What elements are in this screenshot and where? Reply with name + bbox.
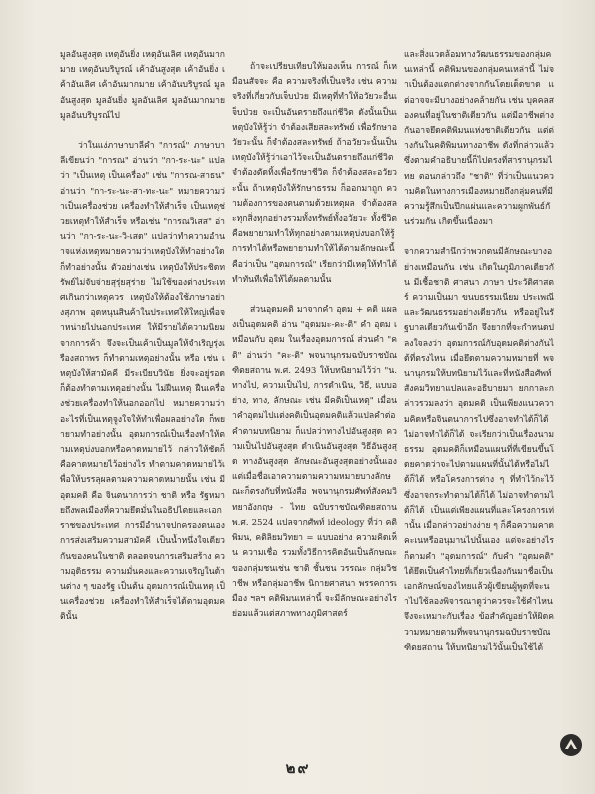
paragraph: และสิ่งแวดล้อมทางวัฒนธรรมของกลุ่มคนเหล่านี้ คติพิมนของกลุ่มคนเหล่านี้ ไม่จำเป็นต้องแตกต่างจากกันโดยเด็ดขาด แต่อาจจะมีบางอย่างคล้ายกัน เช่น บุคคลสองคนที่อยู่ในชาติเดียวกัน แต่มีอาชีพต่างกันอาจยึดคติพิมนแห่งชาติเดียวกัน แต่ต่างกันในคติพิมนทางอาชีพ ดังที่กล่าวแล้ว ซึ่งตามคำอธิบายนี้ก็ไปตรงที่สารานุกรมไทย ตอนกล่าวถึง "ชาติ" ที่ว่าเป็นแนวความคิดในทางการเมืองหมายถึงกลุ่มคนที่มีความรู้สึกเป็นปึกแผ่นและความผูกพันธ์กันร่วมกัน เกิดขึ้นเนื่องมา [404, 50, 554, 228]
paragraph: ว่าในแง่ภาษาบาลีคำ "การณ์" ภาษาบาลีเขียนว่า "การณ" อ่านว่า "กา-ระ-นะ" แปลว่า "เป็นเหตุ เป็นเครื่อง" เช่น "การณ-สาธน" อ่านว่า "กา-ระ-นะ-สา-ทะ-นะ" หมายความว่าเป็นเครื่องช่วย เครื่องทำให้สำเร็จ เป็นเหตุช่วยเหตุทำให้สำเร็จ หรือเช่น "การณวิเสส" อ่านว่า "กา-ระ-นะ-วิ-เสด" แปลว่าทำความอำนาจแห่งเหตุหมายความว่าเหตุบังให้ทำอย่างใด ก็ทำอย่างนั้น ตัวอย่างเช่น เหตุบังให้ประชิดทรัพย์ไม่จับจ่ายสุรุ่ยสุร่าย ไม่ใช้ของต่างประเทศเกินกว่าเหตุควร เหตุบังให้ต้องใช้ภาษาอย่างสุภาพ อุดหนุนสินค้าในประเทศให้ใหญ่เพื่อจำหน่ายไปนอกประเทศ ให้มีรายได้ความนิยมจากการค้า จึงจะเป็นเค้าเป็นมูลให้จำเริญรุ่งเรืองสถาพร ก็ทำตามเหตุอย่างนั้น หรือ เช่น เหตุบังให้สามัคคี มีระเบียบวินัย ยิ่งจะอยู่รอด ก็ต้องทำตามเหตุอย่างนั้น ไม่ฝืนเหตุ ฝืนเครื่องช่วยเครื่องทำให้นอกออกไป หมายความว่า อะไรที่เป็นเหตุจูงใจให้ทำเพื่อผลอย่างใด ก็พยายามทำอย่างนั้น อุดมการณ์เป็นเรื่องทำให้ตามเหตุบ่งบอกหรือคาดหมายไว้ กล่าวให้ชัดก็คือคาดหมายไว้อย่างไร ทำตามคาดหมายไว้เพื่อให้บรรลุผลตามความคาดหมายนั้น เช่น มีอุดมคติ คือ จินตนาการว่า ชาติ หรือ รัฐหมายถึงพลเมืองที่ความยึดมั่นในอธิปไตยและเอกราชของประเทศ การมีอำนาจปกครองตนเอง การส่งเสริมความสามัคคี เป็นน้ำหนึ่งใจเดียวกันของคนในชาติ ตลอดจนการเสริมสร้าง ความอุดิธรรม ความมั่นคงและความเจริญในด้านต่าง ๆ ของรัฐ เป็นต้น อุดมการณ์เป็นเหตุ เป็นเครื่องช่วย เครื่องทำให้สำเร็จได้ตามอุดมคตินั้น [60, 141, 225, 623]
paragraph: ส่วนอุดมคติ มาจากคำ อุดม + คติ แผลงเป็นอุดมคติ อ่าน "อุดมมะ-คะ-ติ" คำ อุดม เหมือนกับ อุดม ในเรื่องอุดมการณ์ ส่วนคำ "คติ" อ่านว่า "คะ-ติ" พจนานุกรมฉบับราชบัณฑิตยสถาน พ.ศ. 2493 ให้บทนิยามไว้ว่า "น. ทางไป, ความเป็นไป, การดำเนิน, วิธี, แบบอย่าง, ทาง, ลักษณะ เช่น มีคติเป็นเหตุ" เมื่อนำคำอุดมไปแต่งคติเป็นอุดมคติแล้วแปลคำต่อคำตามบทนิยาม ก็แปลว่าทางไปอันสูงสุด ความเป็นไปอันสูงสุด ดำเนินอันสูงสุด วิธีอันสูงสุด ทางอันสูงสุด ลักษณะอันสูงสุดอย่างนั้นเอง แต่เมื่อชื่อเอาความตามความหมายบางลักษณะก็ตรงกับที่หนังสือ พจนานุกรมศัพท์สังคมวิทยาอังกฤษ - ไทย ฉบับราชบัณฑิตยสถาน พ.ศ. 2524 แปลจากศัพท์ ideology ที่ว่า คติพิมน, คติลิยมวิทยา = แบบอย่าง ความคิดเห็น ความเชื่อ รวมทั้งวิธีการคิดอันเป็นลักษณะของกลุ่มชนเช่น ชาติ ชั้นชน วรรณะ กลุ่มวิชาชีพ หรือกลุ่มอาชีพ นิกายศาสนา พรรคการเมือง ฯลฯ คติพิมนเหล่านี้ จะมีลักษณะอย่างไร ย่อมแล้วแต่สภาพทางภูมิศาสตร์ [232, 305, 397, 620]
text-column-middle [232, 60, 397, 748]
paragraph: จากความสำนึกว่าพวกตนมีลักษณะบางอย่างเหมือนกัน เช่น เกิดในภูมิภาคเดียวกัน มีเชื้อชาติ ศาสนา ภาษา ประวัติศาสตร์ ความเป็นมา ขนบธรรมเนียม ประเพณี และวัฒนธรรมอย่างเดียวกัน หรืออยู่ในรัฐบาลเดียวกันเข้าอีก จึงยากที่จะกำหนดปลงใจลงว่า อุดมการณ์กับอุดมคติต่างกันได้ที่ตรงไหน เมื่อยึดตามความหมายที่ พจนานุกรมให้บทนิยามไว้และที่หนังสือศัพท์สังคมวิทยาแปลและอธิบายมา ยกกาละกล่าวรวมลงว่า อุดมคติ เป็นเพียงแนวความคิดหรือจินตนาการไปซึ่งอาจทำได้ก็ได้ ไม่อาจทำได้ก็ได้ จะเรียกว่าเป็นเรื่องนามธรรม อุดมคติก็เหมือนแผนที่ที่เขียนขึ้นโดยคาดว่าจะไปตามแผนที่นั้นได้หรือไม่ได้ก็ได้ หรือโครงการต่าง ๆ ที่ทำไว้กะไว้ ซึ่งอาจกระทำตามได้ก็ได้ ไม่อาจทำตามได้ก็ได้ เป็นแต่เพียงแผนที่และโครงการเท่านั้น เมื่อกล่าวอย่างง่าย ๆ ก็คือความคาดคะเนหรืออนุมานไปนั้นเอง แต่จะอย่างไรก็ตามคำ "อุดมการณ์" กับคำ "อุดมคติ" ได้ยึดเป็นคำไทยที่เกี่ยวเนื่องกันมาชื่อเป็นเอกลักษณ์ของไทยแล้วผู้เขียนผู้พูดที่จะนำไปใช้ลองพิจารณาดูว่าควรจะใช้คำไหนจึงจะเหมาะกับเรื่อง ข้อสำคัญอย่าให้ผิดความหมายตามที่พจนานุกรมฉบับราชบัณฑิตยสถาน ให้บทนิยามไว้นั้นเป็นใช้ได้ [404, 247, 554, 653]
text-column-right [404, 48, 554, 748]
paragraph: มูลอันสูงสุด เหตุอันยิ่ง เหตุอันเลิศ เหตุอันมากมาย เหตุอันบริบูรณ์ เค้าอันสูงสุด เค้าอันยิ่ง เค้าอันเลิศ เค้าอันมากมาย เค้าอันบริบูรณ์ มูลอันสูงสุด มูลอันยิ่ง มูลอันเลิศ มูลอันมากมาย มูลอันบริบูรณ์ไป [60, 50, 225, 121]
publisher-logo-icon [560, 734, 582, 756]
text-column-left [60, 48, 225, 748]
page-number: ๒๙ [285, 759, 311, 777]
paragraph: ถ้าจะเปรียบเทียบให้มองเห็น การณ์ ก็เหมือนสัจจะ คือ ความจริงที่เป็นจริง เช่น ความจริงที่เกี่ยวกับเจ็บป่วย มีเหตุที่ทำให้อวัยวะอื่นเจ็บป่วย จะเป็นอันตรายถึงแก่ชีวิต ดังนั้นเป็นเหตุบังให้รู้ว่า จำต้องเสียสละทรัพย์ เพื่อรักษาอวัยวะนั้น ก็จำต้องสละทรัพย์ ถ้าอวัยวะนั้นเป็นเหตุบังให้รู้ว่าเอาไว้จะเป็นอันตรายถึงแก่ชีวิต จำต้องตัดทิ้งเพื่อรักษาชีวิต ก็จำต้องสละอวัยวะนั้น ถ้าเหตุบังให้รักษาธรรม ก็ออกมาถูก ความต้องการของตนตามด้วยเหตุผล จำต้องสละทุกสิ่งทุกอย่างรวมทั้งทรัพย์ทั้งอวัยวะ ทั้งชีวิต คือพยายามทำให้ทุกอย่างตามเหตุบ่งบอกให้รู้ การทำได้หรือพยายามทำให้ได้ตามลักษณะนี้คือว่าเป็น "อุดมการณ์" เรียกว่ามีเหตุให้ทำได้ ทำทันทีเพื่อให้ได้ผลตามนั้น [232, 62, 397, 285]
